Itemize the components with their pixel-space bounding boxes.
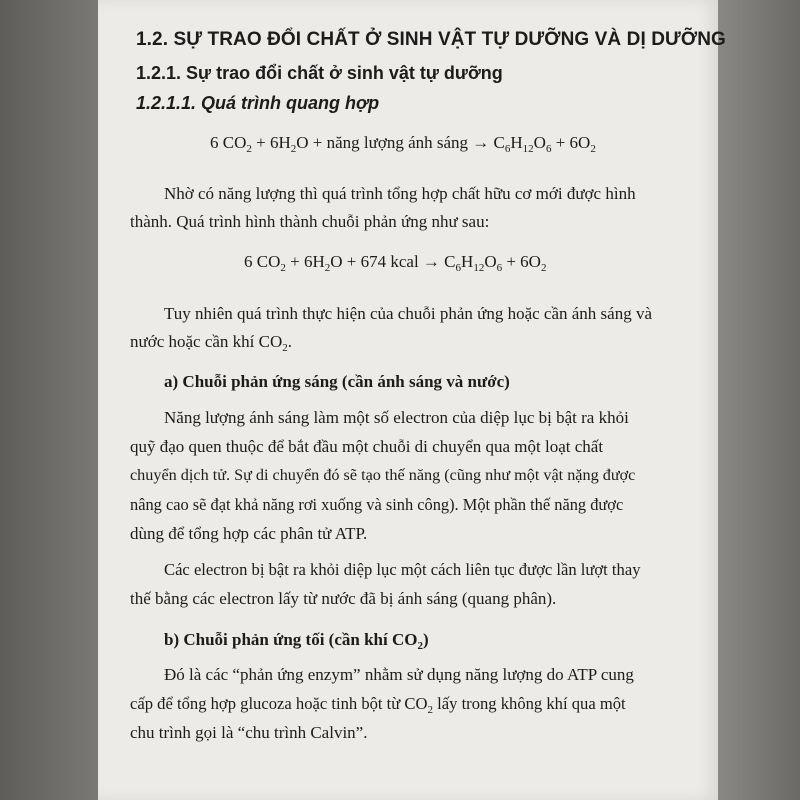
paragraph-3-line-1: Năng lượng ánh sáng làm một số electron của diệp lục bị bật ra khỏi [164, 408, 629, 427]
photosynthesis-equation-2: 6 $CO_2 + 6H_2O + 674$ kcal → $C_6H_{12}O_6 + 6O_2$ [244, 252, 547, 274]
paragraph-3-line-4: nâng cao sẽ đạt khả năng rơi xuống và sinh công). Một phần thế năng được [130, 495, 624, 514]
book-edge-shadow [718, 0, 800, 800]
book-page [98, 0, 726, 800]
book-spine-shadow [0, 0, 98, 800]
section-heading-1-2: 1.2. SỰ TRAO ĐỔI CHẤT Ở SINH VẬT TỰ DƯỠNG VÀ DỊ DƯỠNG [136, 29, 726, 50]
subsection-dark-reaction: b) Chuỗi phản ứng tối (cần khí $CO_2$) [164, 630, 429, 652]
paragraph-1-line-1: Nhờ có năng lượng thì quá trình tổng hợp chất hữu cơ mới được hình [164, 184, 636, 203]
section-heading-1-2-1: 1.2.1. Sự trao đổi chất ở sinh vật tự dưỡng [136, 63, 503, 83]
paragraph-5-line-2: cấp để tổng hợp glucoza hoặc tinh bột từ $CO_2$ lấy trong không khí qua một [130, 694, 626, 716]
paragraph-5-line-3: chu trình gọi là “chu trình Calvin”. [130, 723, 368, 742]
paragraph-3-line-5: dùng để tổng hợp các phân tử ATP. [130, 524, 368, 543]
subsection-light-reaction: a) Chuỗi phản ứng sáng (cần ánh sáng và nước) [164, 372, 510, 391]
section-heading-1-2-1-1: 1.2.1.1. Quá trình quang hợp [136, 93, 380, 113]
paragraph-3-line-3: chuyển dịch tử. Sự di chuyển đó sẽ tạo thế năng (cũng như một vật nặng được [130, 466, 636, 484]
paragraph-1-line-2: thành. Quá trình hình thành chuỗi phản ứng như sau: [130, 212, 490, 231]
paragraph-2-line-2: nước hoặc cần khí $CO_2$. [130, 332, 293, 354]
paragraph-4-line-2: thế bằng các electron lấy từ nước đã bị ánh sáng (quang phân). [130, 589, 557, 608]
paragraph-4-line-1: Các electron bị bật ra khỏi diệp lục một cách liên tục được lần lượt thay [164, 560, 641, 579]
paragraph-3-line-2: quỹ đạo quen thuộc để bắt đầu một chuỗi di chuyển qua một loạt chất [130, 437, 604, 456]
photosynthesis-equation-1: 6 $CO_2 + 6H_2O$ + năng lượng ánh sáng → $C_6H_{12}O_6 + 6O_2$ [210, 133, 596, 155]
paragraph-5-line-1: Đó là các “phản ứng enzym” nhằm sử dụng năng lượng do ATP cung [164, 665, 634, 684]
paragraph-2-line-1: Tuy nhiên quá trình thực hiện của chuỗi phản ứng hoặc cần ánh sáng và [164, 304, 653, 323]
